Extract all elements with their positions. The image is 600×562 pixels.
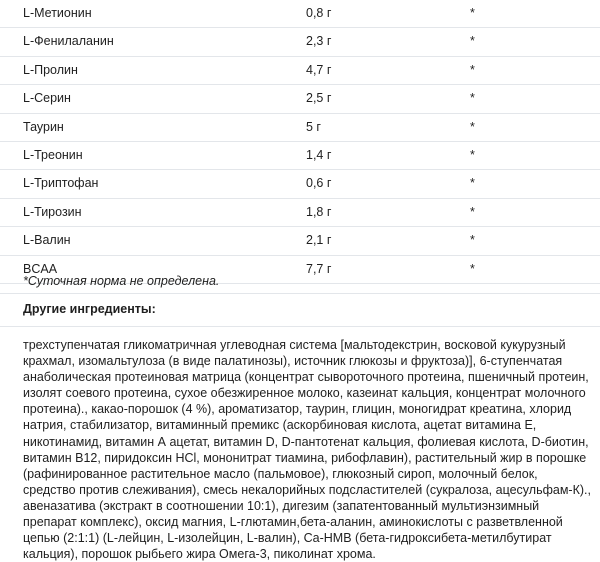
table-row <box>0 114 600 142</box>
daily-value: * <box>470 119 475 134</box>
divider <box>0 326 600 327</box>
daily-value: * <box>470 176 475 191</box>
table-row <box>0 199 600 227</box>
nutrient-amount: 2,1 г <box>306 233 332 248</box>
table-row <box>0 0 600 28</box>
daily-value: * <box>470 204 475 219</box>
footnote: *Суточная норма не определена. <box>23 274 220 288</box>
nutrient-amount: 0,6 г <box>306 176 332 191</box>
daily-value: * <box>470 261 475 276</box>
table-row <box>0 28 600 56</box>
nutrient-name: L-Пролин <box>23 62 78 77</box>
nutrient-amount: 2,3 г <box>306 34 332 49</box>
nutrient-name: L-Серин <box>23 91 71 106</box>
nutrient-name: L-Метионин <box>23 6 92 20</box>
nutrient-amount: 0,8 г <box>306 6 332 20</box>
daily-value: * <box>470 91 475 106</box>
nutrient-amount: 5 г <box>306 119 321 134</box>
nutrient-amount: 7,7 г <box>306 261 332 276</box>
other-ingredients-text: трехступенчатая гликоматричная углеводная система [мальтодекстрин, восковой кукурузный крахмал, изомальтулоза (в виде палатинозы), источник глюкозы и фруктоза)], 6-ступенчатая анаболическая протеиновая матрица (концентрат сывороточного протеина, пшеничный протеин, изолят соевого протеина, сухое обезжиренное молоко, казеинат кальция, концентрат молочного протеина)., какао-порошок (4 %), ароматизатор, таурин, глицин, моногидрат креатина, хлорид натрия, стабилизатор, витаминный премикс (аскорбиновая кислота, ацетат витамина Е, никотинамид, витамин А ацетат, витамин D, D-пантотенат кальция, фолиевая кислота, D-биотин, витамин B12, пиридоксин HCl, мононитрат тиамина, рибофлавин), растительный жир в порошке (рафинированное растительное масло (пальмовое), глюкозный сироп, молочный белок, средство против слеживания), смесь некалорийных подсластителей (сукралоза, ацесульфам-К)., авеназатива (экстракт в соотношении 10:1), дигезим (запатентованный мультиэнзимный препарат комплекс), оксид магния, L-глютамин,бета-аланин, аминокислоты с разветвленной цепью (2:1:1) (L-лейцин, L-изолейцин, L-валин), Ca-HMB (бета-гидроксибета-метилбутират кальция), порошок рыбьего жира Омега-3, пиколинат хрома. <box>23 338 591 562</box>
table-row <box>0 142 600 170</box>
table-row <box>0 170 600 198</box>
nutrient-amount: 2,5 г <box>306 91 332 106</box>
nutrient-amount: 1,4 г <box>306 147 332 162</box>
table-row <box>0 57 600 85</box>
daily-value: * <box>470 6 475 20</box>
nutrient-name: L-Валин <box>23 233 71 248</box>
nutrient-amount: 1,8 г <box>306 204 332 219</box>
nutrient-name: BCAA <box>23 261 58 276</box>
daily-value: * <box>470 34 475 49</box>
daily-value: * <box>470 233 475 248</box>
table-row <box>0 227 600 255</box>
other-ingredients-title: Другие ингредиенты: <box>23 302 156 316</box>
nutrient-amount: 4,7 г <box>306 62 332 77</box>
nutrient-name: L-Фенилаланин <box>23 34 114 49</box>
daily-value: * <box>470 147 475 162</box>
daily-value: * <box>470 62 475 77</box>
nutrient-name: L-Треонин <box>23 147 83 162</box>
nutrient-name: Таурин <box>23 119 64 134</box>
nutrient-name: L-Тирозин <box>23 204 82 219</box>
divider <box>0 293 600 294</box>
table-row <box>0 85 600 113</box>
nutrient-name: L-Триптофан <box>23 176 99 191</box>
